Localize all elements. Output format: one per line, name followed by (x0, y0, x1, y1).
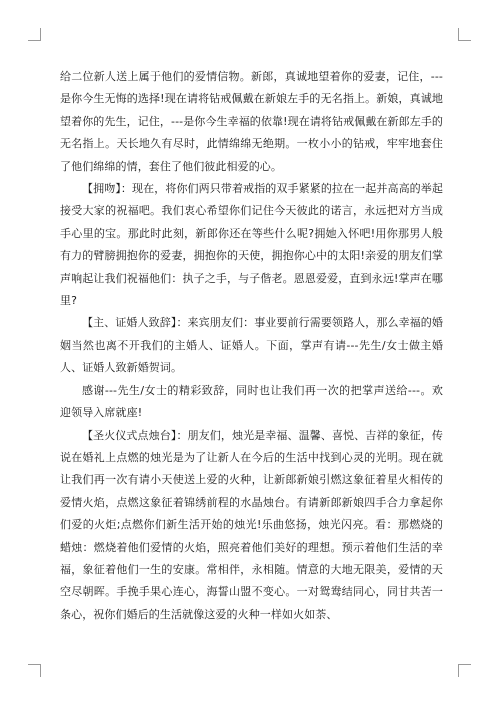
paragraph-embrace-kiss: 【拥吻】：现在，将你们两只带着戒指的双手紧紧的拉在一起并高高的举起接受大家的祝福吧。我们衷心希望你们记住今天彼此的诺言，永远把对方当成手心里的宝。那此时此刻，新郎你还在等些什么呢?拥她入怀吧!用你那男人般有力的臂膀拥抱你的爱妻，拥抱你的天使，拥抱你心中的太阳!亲爱的朋友们掌声响起让我们祝福他们：执子之手，与子偕老。恩恩爱爱，直到永远!掌声在哪里? (60, 182, 443, 308)
document-body (60, 66, 443, 626)
crop-mark-top-left (28, 28, 41, 41)
paragraph-officiant-speech: 【主、证婚人致辞】：来宾朋友们：事业要前行需要领路人，那么幸福的婚姻当然也离不开我们的主婚人、证婚人。下面，掌声有请---先生/女士做主婚人、证婚人致新婚贺词。 (60, 316, 443, 375)
paragraph-candle-ceremony: 【圣火仪式点烛台】：朋友们，烛光是幸福、温馨、喜悦、吉祥的象征，传说在婚礼上点燃的烛光是为了让新人在今后的生活中找到心灵的光明。现在就让我们再一次有请小天使送上爱的火种，让新郎新娘引燃这象征着星火相传的爱情火焰，点燃这象征着锦绣前程的水晶烛台。有请新郎新娘四手合力拿起你们爱的火炬;点燃你们新生活开始的烛光!乐曲悠扬，烛光闪亮。看：那燃烧的蜡烛：燃烧着他们爱情的火焰，照亮着他们美好的理想。预示着他们生活的幸福，象征着他们一生的安康。常相伴，永相随。情意的大地无限美，爱情的天空尽朝晖。手挽手果心连心，海誓山盟不变心。一对鸳鸯结同心，同甘共苦一条心，祝你们婚后的生活就像这爱的火种一样如火如荼、 (60, 428, 443, 621)
crop-mark-bottom-left (28, 664, 41, 677)
crop-mark-top-right (458, 28, 471, 41)
crop-mark-bottom-right (458, 664, 471, 677)
paragraph-thanks: 感谢---先生/女士的精彩致辞，同时也让我们再一次的把掌声送给---。欢迎领导入席就座! (60, 383, 443, 420)
paragraph-ring-exchange: 给二位新人送上属于他们的爱情信物。新郎，真诚地望着你的爱妻，记住，---是你今生无悔的选择!现在请将钻戒佩戴在新娘左手的无名指上。新娘，真诚地望着你的先生，记住，---是你今生幸福的依靠!现在请将钻戒佩戴在新郎左手的无名指上。天长地久有尽时，此情绵绵无绝期。一枚小小的钻戒，牢牢地套住了他们绵绵的情，套住了他们彼此相爱的心。 (60, 70, 444, 173)
